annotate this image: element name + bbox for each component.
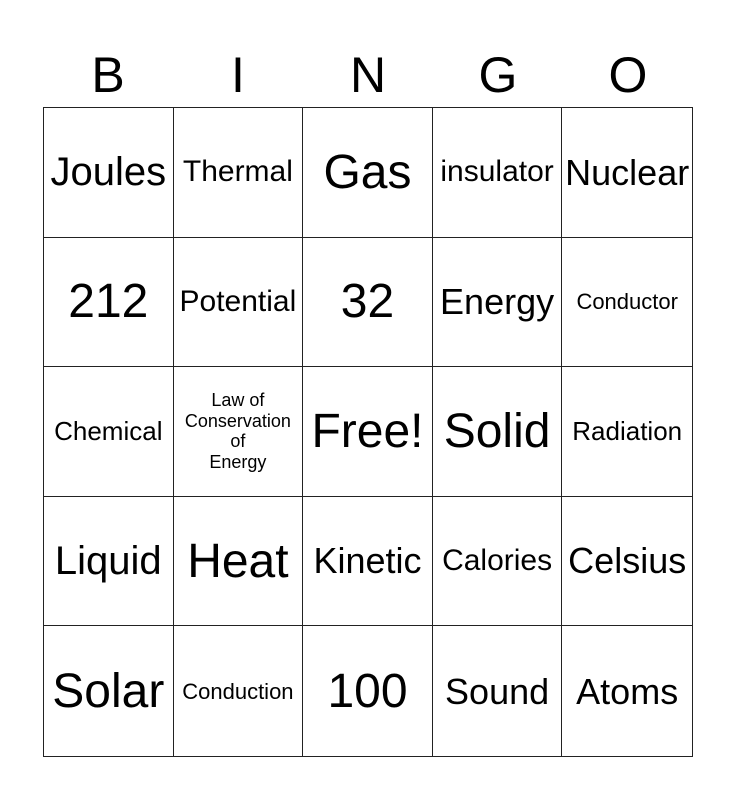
- header-letter-b: B: [91, 47, 125, 103]
- bingo-cell[interactable]: Kinetic: [303, 497, 433, 627]
- bingo-cell[interactable]: Liquid: [44, 497, 174, 627]
- bingo-cell[interactable]: 32: [303, 238, 433, 368]
- bingo-cell[interactable]: Conduction: [174, 626, 304, 756]
- bingo-cell[interactable]: Potential: [174, 238, 304, 368]
- header-letter-g: G: [478, 47, 518, 103]
- header-letter-n: N: [349, 47, 387, 103]
- bingo-cell[interactable]: Sound: [433, 626, 563, 756]
- header-letter-i: I: [231, 47, 245, 103]
- bingo-cell[interactable]: Law of Conservation of Energy: [174, 367, 304, 497]
- bingo-cell[interactable]: 100: [303, 626, 433, 756]
- bingo-cell[interactable]: Conductor: [562, 238, 692, 368]
- bingo-cell[interactable]: Thermal: [174, 108, 304, 238]
- bingo-cell[interactable]: Celsius: [562, 497, 692, 627]
- header-letter-o: O: [608, 47, 648, 103]
- bingo-cell[interactable]: 212: [44, 238, 174, 368]
- bingo-cell[interactable]: insulator: [433, 108, 563, 238]
- bingo-cell[interactable]: Heat: [174, 497, 304, 627]
- bingo-cell[interactable]: Chemical: [44, 367, 174, 497]
- free-space-cell[interactable]: Free!: [303, 367, 433, 497]
- bingo-cell[interactable]: Joules: [44, 108, 174, 238]
- bingo-cell[interactable]: Energy: [433, 238, 563, 368]
- bingo-cell[interactable]: Gas: [303, 108, 433, 238]
- bingo-header: [43, 42, 693, 108]
- bingo-board: [43, 107, 693, 757]
- bingo-cell[interactable]: Atoms: [576, 670, 679, 712]
- bingo-cell[interactable]: Solid: [433, 367, 563, 497]
- bingo-cell[interactable]: Nuclear: [562, 108, 692, 238]
- bingo-cell[interactable]: Radiation: [562, 367, 692, 497]
- bingo-cell[interactable]: Solar: [44, 626, 174, 756]
- bingo-cell[interactable]: Calories: [433, 497, 563, 627]
